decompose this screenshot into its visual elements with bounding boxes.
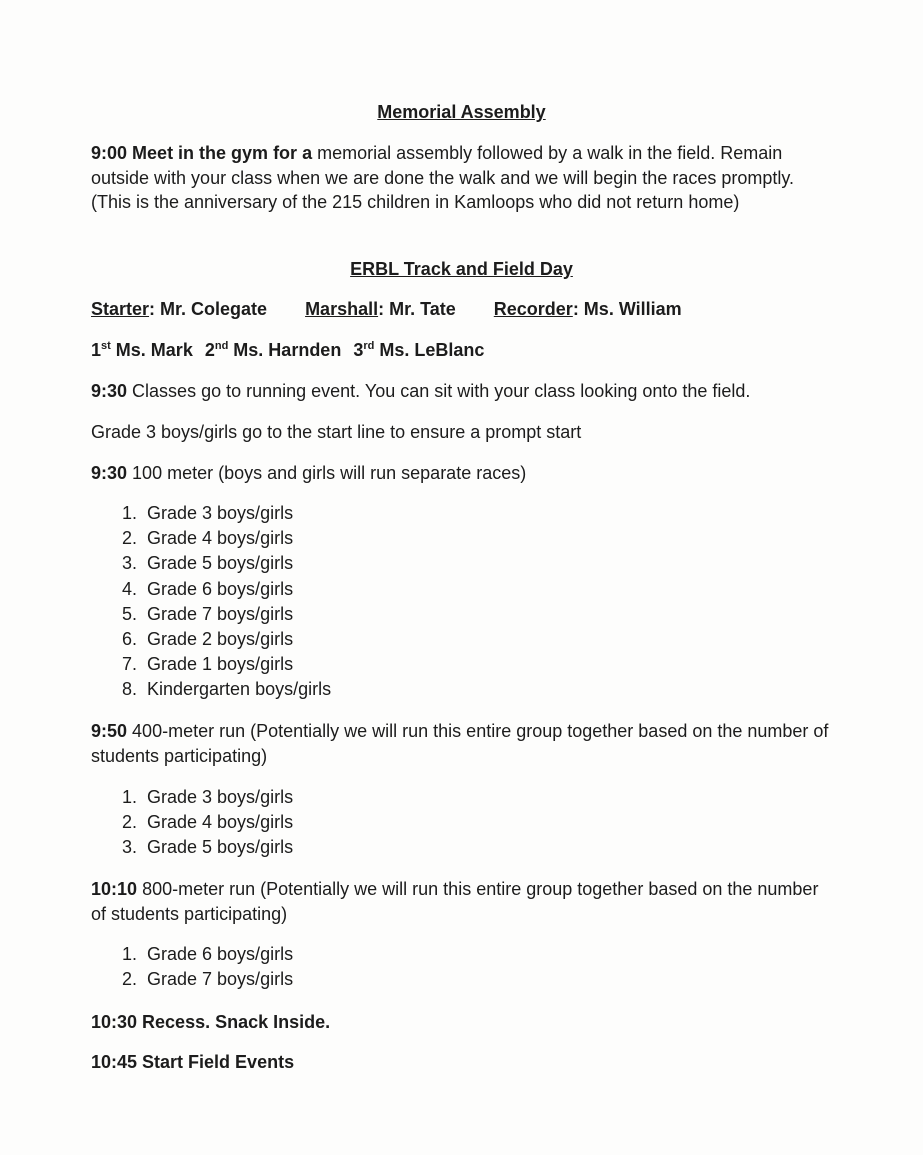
judge-2-suffix: nd: [214, 340, 229, 352]
list-item: 1. Grade 3 boys/girls: [121, 503, 294, 523]
starter-role: Starter: [91, 299, 150, 319]
assembly-paragraph: [91, 141, 836, 215]
assembly-heading: Memorial Assembly: [377, 102, 546, 122]
list-item: 2. Grade 4 boys/girls: [121, 528, 294, 549]
judges-line: [91, 338, 484, 362]
starter-name: : Mr. Colegate: [149, 299, 268, 319]
judge-3-suffix: rd: [363, 340, 375, 352]
race-100-line: [91, 461, 526, 485]
list-item: 8. Kindergarten boys/girls: [121, 679, 332, 700]
judge-2-name: Ms. Harnden: [228, 340, 342, 360]
judge-1-place: 1: [91, 340, 102, 360]
judge-3-place: 3: [353, 340, 364, 360]
race-800-text: 800-meter run (Potentially we will run this entire group together based on the number of students participating): [91, 879, 819, 924]
assembly-text: memorial assembly followed by a walk in the field. Remain outside with your class when we are done the walk and we will begin the races promptly. (This is the anniversary of the 215 children in Kamloops who did not return home): [91, 143, 795, 212]
race-400-paragraph: [91, 719, 836, 768]
running-event-text: Classes go to running event. You can sit with your class looking onto the field.: [132, 381, 751, 401]
race-800-time: 10:10: [91, 879, 138, 899]
event-heading: ERBL Track and Field Day: [350, 259, 573, 279]
list-item: 7. Grade 1 boys/girls: [121, 654, 294, 675]
marshall-name: : Mr. Tate: [378, 299, 456, 319]
race-100-time: 9:30: [91, 463, 128, 483]
list-item: 3. Grade 5 boys/girls: [121, 837, 294, 858]
list-item: 4. Grade 6 boys/girls: [121, 578, 294, 599]
list-item: 2. Grade 4 boys/girls: [121, 812, 294, 833]
recorder-name: : Ms. William: [572, 299, 682, 319]
recorder-role: Recorder: [493, 299, 573, 319]
list-item: 1. Grade 3 boys/girls: [121, 787, 294, 807]
assembly-time: 9:00: [91, 143, 128, 163]
race-400-text: 400-meter run (Potentially we will run this entire group together based on the number of students participating): [91, 721, 829, 766]
marshall-role: Marshall: [305, 299, 379, 319]
race-100-list: [91, 501, 331, 703]
recess-line: 10:30 Recess. Snack Inside.: [91, 1012, 331, 1032]
judge-1-suffix: st: [101, 340, 111, 352]
race-400-list: [91, 785, 293, 861]
race-800-list: [91, 942, 293, 992]
list-item: 1. Grade 6 boys/girls: [121, 944, 294, 964]
race-100-text: 100 meter (boys and girls will run separate races): [132, 463, 527, 483]
field-events-line: 10:45 Start Field Events: [91, 1052, 295, 1072]
list-item: 2. Grade 7 boys/girls: [121, 969, 294, 990]
judge-1-name: Ms. Mark: [110, 340, 193, 360]
judge-3-name: Ms. LeBlanc: [374, 340, 485, 360]
start-line-note: Grade 3 boys/girls go to the start line to ensure a prompt start: [91, 422, 582, 442]
race-400-time: 9:50: [91, 721, 128, 741]
officials-line: [91, 297, 682, 321]
list-item: 3. Grade 5 boys/girls: [121, 553, 294, 574]
judge-2-place: 2: [204, 340, 215, 360]
running-event-time: 9:30: [91, 381, 128, 401]
assembly-lead: Meet in the gym for a: [132, 143, 313, 163]
list-item: 6. Grade 2 boys/girls: [121, 628, 294, 649]
race-800-paragraph: [91, 877, 836, 926]
running-event-line: [91, 379, 750, 403]
list-item: 5. Grade 7 boys/girls: [121, 603, 294, 624]
